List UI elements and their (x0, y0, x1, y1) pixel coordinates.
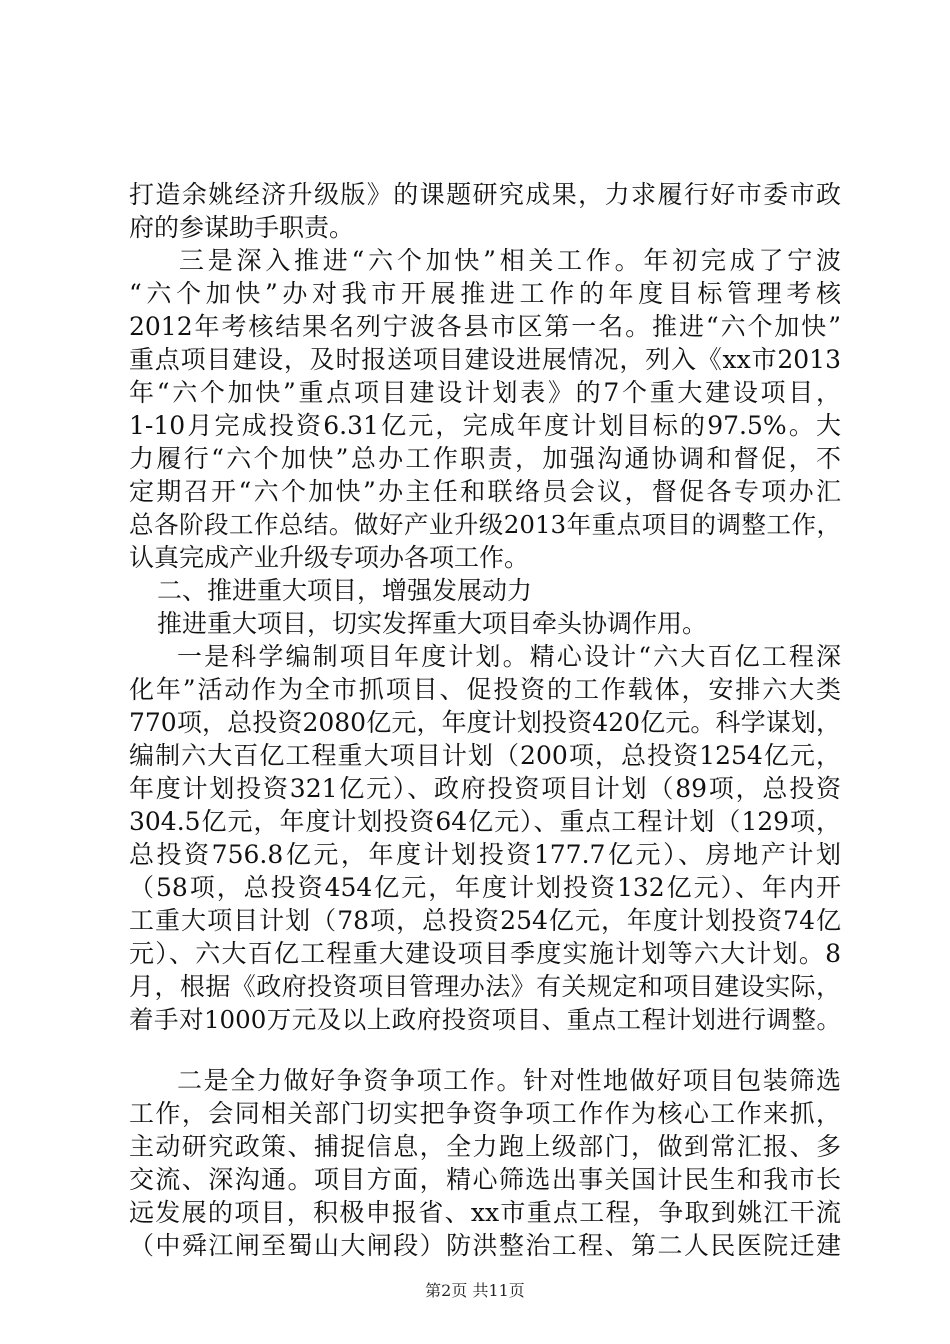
text-line: 304.5亿元，年度计划投资64亿元）、重点工程计划（129项， (129, 807, 841, 836)
text-line: 定期召开“六个加快”办主任和联络员会议，督促各专项办汇 (129, 477, 841, 506)
text-line: 力履行“六个加快”总办工作职责，加强沟通协调和督促，不 (129, 444, 841, 473)
text-line: 月，根据《政府投资项目管理办法》有关规定和项目建设实际， (129, 972, 841, 1001)
paragraph-gap (129, 1036, 841, 1064)
text-line: 1-10月完成投资6.31亿元，完成年度计划目标的97.5%。大 (129, 411, 841, 440)
text-line: 认真完成产业升级专项办各项工作。 (129, 543, 530, 572)
document-body (129, 178, 841, 1262)
text-line: 总投资756.8亿元，年度计划投资177.7亿元）、房地产计划 (129, 840, 841, 869)
text-line: 重点项目建设，及时报送项目建设进展情况，列入《xx市2013 (129, 345, 841, 374)
text-line: （中舜江闸至蜀山大闸段）防洪整治工程、第二人民医院迁建 (129, 1231, 841, 1260)
text-line: 工作，会同相关部门切实把争资争项工作作为核心工作来抓， (129, 1099, 841, 1128)
paragraph-start-line: 一是科学编制项目年度计划。精心设计“六大百亿工程深 (177, 642, 841, 671)
text-line: 主动研究政策、捕捉信息，全力跑上级部门，做到常汇报、多 (129, 1132, 841, 1161)
text-line: 年度计划投资321亿元）、政府投资项目计划（89项，总投资 (129, 774, 841, 803)
text-line: （58项，总投资454亿元，年度计划投资132亿元）、年内开 (129, 873, 841, 902)
text-line: 府的参谋助手职责。 (129, 213, 355, 242)
paragraph-start-line: 二是全力做好争资争项工作。针对性地做好项目包装筛选 (177, 1066, 841, 1095)
text-line: 770项，总投资2080亿元，年度计划投资420亿元。科学谋划， (129, 708, 841, 737)
paragraph-start-line: 三是深入推进“六个加快”相关工作。年初完成了宁波 (179, 246, 841, 275)
text-line: “六个加快”办对我市开展推进工作的年度目标管理考核 (129, 279, 841, 308)
text-line: 打造余姚经济升级版》的课题研究成果，力求履行好市委市政 (129, 180, 841, 209)
section-heading: 二、推进重大项目，增强发展动力 (157, 576, 533, 605)
text-line: 2012年考核结果名列宁波各县市区第一名。推进“六个加快” (129, 312, 841, 341)
text-line: 远发展的项目，积极申报省、xx市重点工程，争取到姚江干流 (129, 1198, 841, 1227)
text-line: 工重大项目计划（78项，总投资254亿元，年度计划投资74亿 (129, 906, 841, 935)
text-line: 编制六大百亿工程重大项目计划（200项，总投资1254亿元， (129, 741, 841, 770)
text-line: 年“六个加快”重点项目建设计划表》的7个重大建设项目， (129, 378, 841, 407)
text-line: 化年”活动作为全市抓项目、促投资的工作载体，安排六大类 (129, 675, 841, 704)
paragraph-start-line: 推进重大项目，切实发挥重大项目牵头协调作用。 (157, 609, 708, 638)
text-line: 元）、六大百亿工程重大建设项目季度实施计划等六大计划。8 (129, 939, 841, 968)
text-line: 着手对1000万元及以上政府投资项目、重点工程计划进行调整。 (129, 1005, 841, 1034)
text-line: 交流、深沟通。项目方面，精心筛选出事关国计民生和我市长 (129, 1165, 841, 1194)
text-line: 总各阶段工作总结。做好产业升级2013年重点项目的调整工作， (129, 510, 841, 539)
page-number-footer: 第2页 共11页 (425, 1281, 525, 1300)
